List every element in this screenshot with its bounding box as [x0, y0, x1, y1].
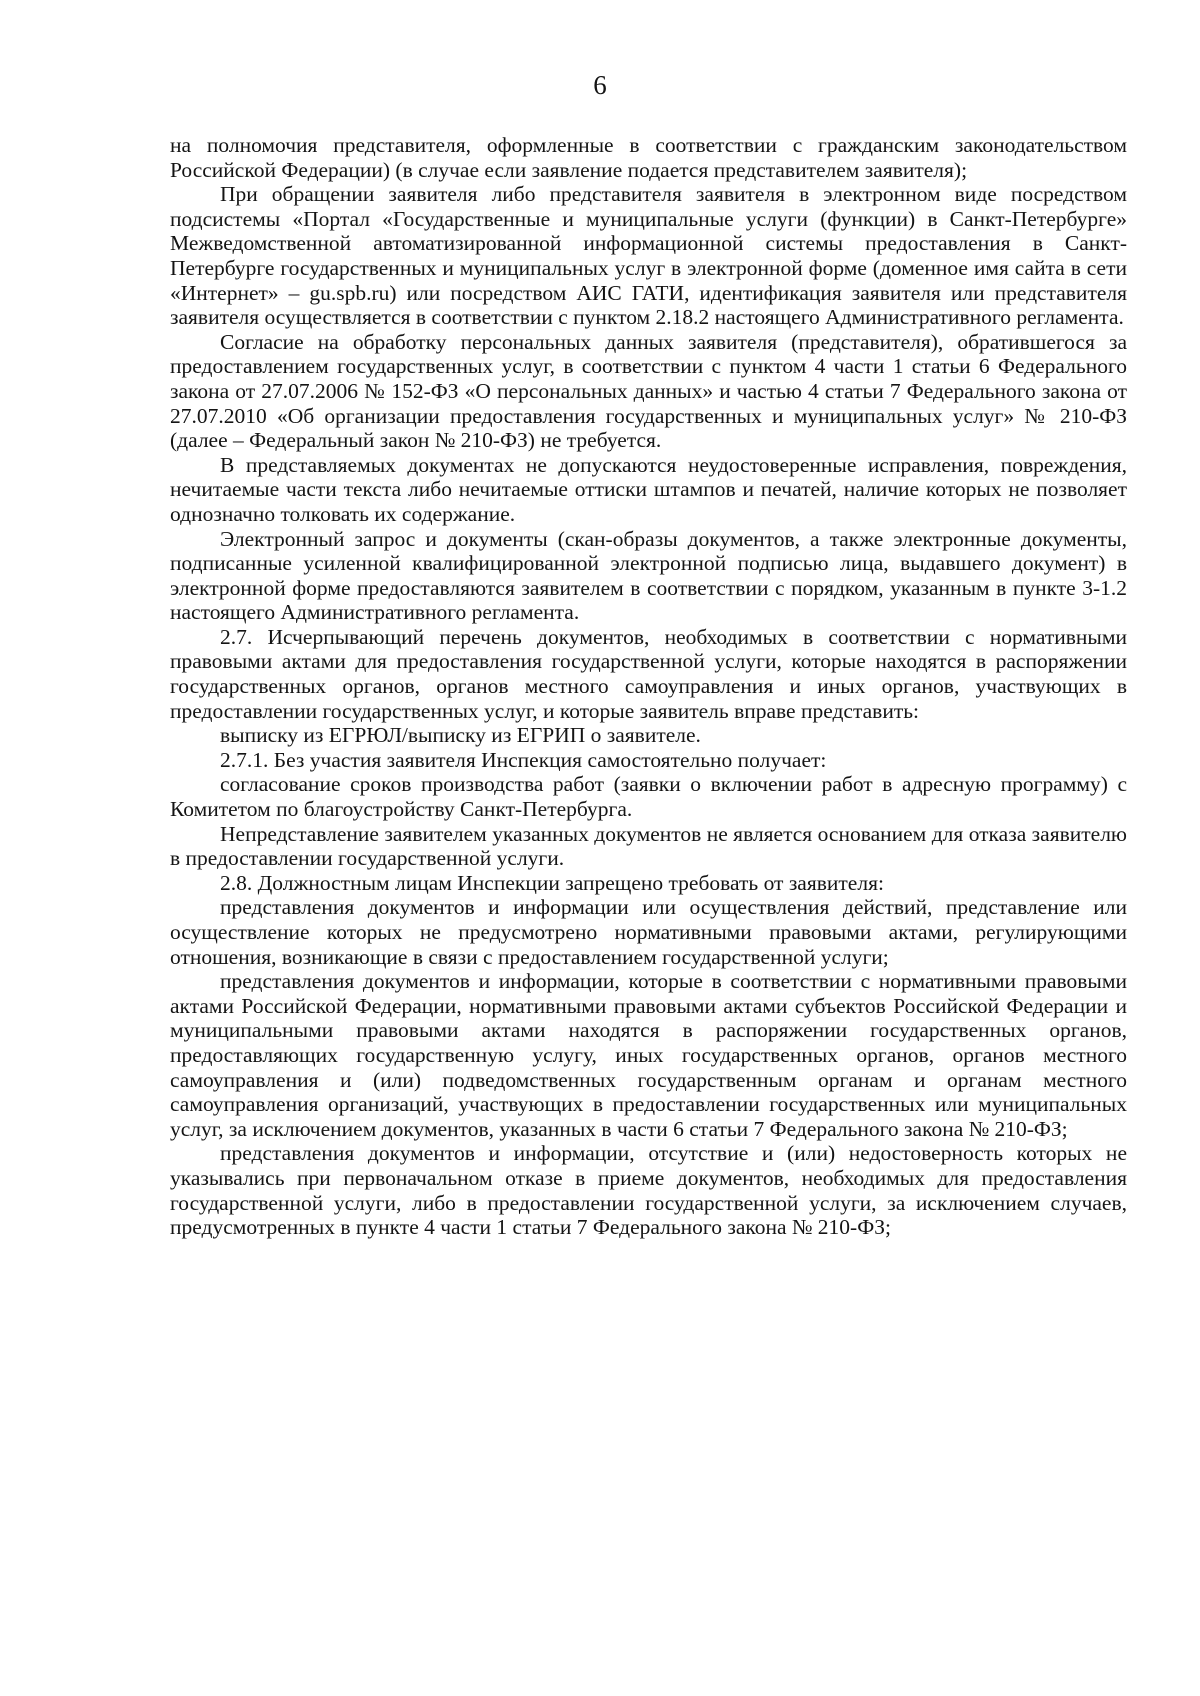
paragraph-section-2-7-1: 2.7.1. Без участия заявителя Инспекция самостоятельно получает:	[220, 747, 827, 772]
paragraph-prohibition-2: представления документов и информации, которые в соответствии с нормативными правовыми актами Российской Федерации, нормативными правовыми актами субъектов Российской Федерации и муниципальными правовыми актами находятся в распоряжении государственных органов, предоставляющих государственную услугу, иных государственных органов, органов местного самоуправления и (или) подведомственных государственным органам и органам местного самоуправления организаций, участвующих в предоставлении государственных или муниципальных услуг, за исключением документов, указанных в части 6 статьи 7 Федерального закона № 210-ФЗ;	[170, 969, 1127, 1141]
paragraph-personal-data-consent: Согласие на обработку персональных данных заявителя (представителя), обратившегося за предоставлением государственных услуг, в соответствии с пунктом 4 части 1 статьи 6 Федерального закона от 27.07.2006 № 152-ФЗ «О персональных данных» и частью 4 статьи 7 Федерального закона от 27.07.2010 «Об организации предоставления государственных и муниципальных услуг» № 210-ФЗ (далее – Федеральный закон № 210-ФЗ) не требуется.	[170, 329, 1127, 453]
paragraph-electronic-request: Электронный запрос и документы (скан-образы документов, а также электронные документы, подписанные усиленной квалифицированной электронной подписью лица, выдавшего документ) в электронной форме предоставляются заявителем в соответствии с порядком, указанным в пункте 3-1.2 настоящего Административного регламента.	[170, 526, 1127, 625]
paragraph-prohibition-3: представления документов и информации, отсутствие и (или) недостоверность которых не указывались при первоначальном отказе в приеме документов, необходимых для предоставления государственной услуги, либо в предоставлении государственной услуги, за исключением случаев, предусмотренных в пункте 4 части 1 статьи 7 Федерального закона № 210-ФЗ;	[170, 1141, 1127, 1240]
paragraph-section-2-8: 2.8. Должностным лицам Инспекции запрещено требовать от заявителя:	[220, 870, 884, 895]
document-body	[170, 133, 1127, 1240]
paragraph-work-schedule-approval: согласование сроков производства работ (заявки о включении работ в адресную программу) с Комитетом по благоустройству Санкт-Петербурга.	[170, 772, 1127, 822]
paragraph-document-corrections: В представляемых документах не допускаются неудостоверенные исправления, повреждения, нечитаемые части текста либо нечитаемые оттиски штампов и печатей, наличие которых не позволяет однозначно толковать их содержание.	[170, 452, 1127, 526]
paragraph-section-2-7: 2.7. Исчерпывающий перечень документов, необходимых в соответствии с нормативными правовыми актами для предоставления государственной услуги, которые находятся в распоряжении государственных органов, органов местного самоуправления и иных органов, участвующих в предоставлении государственных услуг, и которые заявитель вправе представить:	[170, 624, 1127, 723]
page-number: 6	[593, 70, 607, 100]
paragraph-egrul-extract: выписку из ЕГРЮЛ/выписку из ЕГРИП о заявителе.	[220, 723, 701, 748]
paragraph-non-submission: Непредставление заявителем указанных документов не является основанием для отказа заявителю в предоставлении государственной услуги.	[170, 821, 1127, 871]
paragraph-prohibition-1: представления документов и информации или осуществления действий, представление или осуществление которых не предусмотрено нормативными правовыми актами, регулирующими отношения, возникающие в связи с предоставлением государственной услуги;	[170, 895, 1127, 969]
paragraph-electronic-identification: При обращении заявителя либо представителя заявителя в электронном виде посредством подсистемы «Портал «Государственные и муниципальные услуги (функции) в Санкт-Петербурге» Межведомственной автоматизированной информационной системы предоставления в Санкт-Петербурге государственных и муниципальных услуг в электронной форме (доменное имя сайта в сети «Интернет» – gu.spb.ru) или посредством АИС ГАТИ, идентификация заявителя или представителя заявителя осуществляется в соответствии с пунктом 2.18.2 настоящего Административного регламента.	[170, 182, 1127, 330]
paragraph-continuation: на полномочия представителя, оформленные в соответствии с гражданским законодательством Российской Федерации) (в случае если заявление подается представителем заявителя);	[170, 133, 1127, 182]
